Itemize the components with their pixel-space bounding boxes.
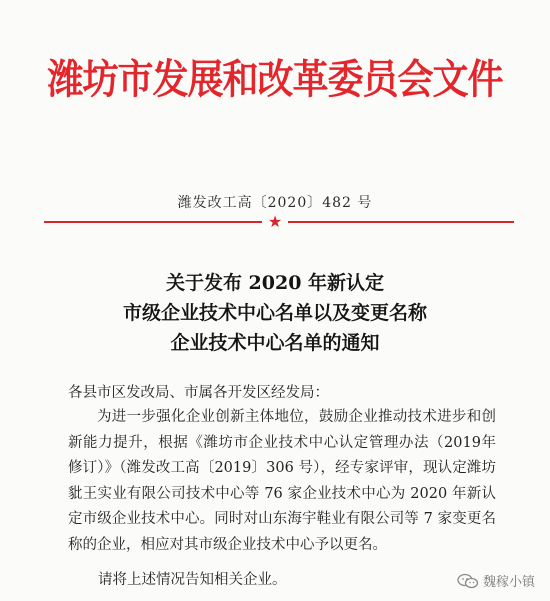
watermark	[457, 571, 535, 590]
notice-title	[0, 268, 550, 358]
recipients-line: 各县市区发改局、市属各开发区经发局：	[68, 385, 329, 401]
document-number: 潍发改工高〔2020〕482 号	[177, 195, 373, 211]
notice-title-line-1: 关于发布 2020 年新认定	[165, 272, 385, 294]
notice-title-line-2: 市级企业技术中心名单以及变更名称	[122, 302, 427, 324]
watermark-text: 魏稼小镇	[483, 575, 536, 590]
wechat-icon	[457, 573, 479, 589]
notice-title-line-3: 企业技术中心名单的通知	[170, 332, 380, 354]
closing-line: 请将上述情况告知相关企业。	[98, 572, 287, 588]
body-paragraph: 为进一步强化企业创新主体地位，鼓励企业推动技术进步和创新能力提升，根据《潍坊市企业技术中心认定管理办法（2019年修订）》（潍发改工高〔2019〕306 号），经专家评审，现认定潍坊豼王实业有限公司技术中心等 76 家企业技术中心为 2020 年新认定市级企业技术中心。同时对山东海宇鞋业有限公司等 7 家变更名称的企业，相应对其市级企业技术中心予以更名。	[68, 409, 496, 553]
body-text	[68, 405, 496, 558]
star-icon: ★	[262, 212, 288, 232]
document-header-title: 潍坊市发展和改革委员会文件	[47, 56, 503, 103]
